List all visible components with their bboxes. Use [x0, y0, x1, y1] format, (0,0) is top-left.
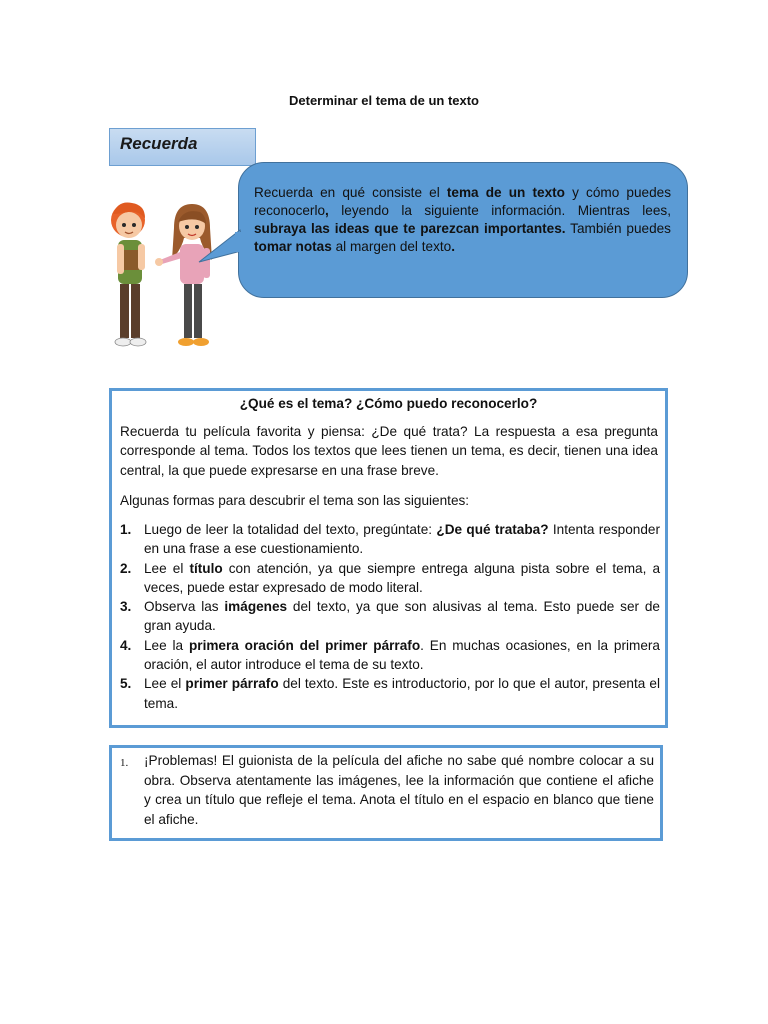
list-item: 5. Lee el primer párrafo del texto. Este es introductorio, por lo que el autor, presenta el tema.	[120, 676, 660, 711]
list-item: 4. Lee la primera oración del primer párrafo. En muchas ocasiones, en la primera oración, el autor introduce el tema de su texto.	[120, 637, 660, 673]
list-item: 2. Lee el título con atención, ya que siempre entrega alguna pista sobre el tema, a veces, puede estar expresado de modo literal.	[120, 560, 660, 595]
activity-number: 1.	[120, 757, 129, 769]
activity-box	[109, 745, 663, 841]
info-paragraph-2: Algunas formas para descubrir el tema son las siguientes:	[120, 493, 470, 508]
speech-bubble-text: Recuerda en qué consiste el tema de un texto y cómo puedes reconocerlo, leyendo la siguiente información. Mientras lees, subraya las ideas que te parezcan importantes. También puedes tomar notas al margen del texto.	[254, 185, 672, 254]
recuerda-label: Recuerda	[120, 134, 198, 153]
list-item: 3. Observa las imágenes del texto, ya que son alusivas al tema. Esto puede ser de gran ayuda.	[120, 599, 660, 634]
info-box-heading: ¿Qué es el tema? ¿Cómo puedo reconocerlo?	[239, 396, 538, 411]
children-illustration-icon	[104, 198, 226, 350]
info-paragraph-1: Recuerda tu película favorita y piensa: ¿De qué trata? La respuesta a esa pregunta corresponde al tema. Todos los textos que lees tienen un tema, es decir, tienen una idea central, la que puede expresarse en una frase breve.	[120, 424, 658, 478]
activity-text: ¡Problemas! El guionista de la película del afiche no sabe qué nombre colocar a su obra. Observa atentamente las imágenes, lee la información que contiene el afiche y crea un título que refleje el tema. Anota el título en el espacio en blanco que tiene el afiche.	[144, 753, 654, 827]
boy-illustration-icon	[111, 202, 146, 346]
speech-bubble-tail-icon	[195, 226, 255, 266]
page-title: Determinar el tema de un texto	[289, 93, 479, 108]
list-item: 1. Luego de leer la totalidad del texto, pregúntate: ¿De qué trataba? Intenta responder en una frase a ese cuestionamiento.	[120, 522, 660, 557]
info-box	[109, 388, 668, 728]
recuerda-label-box	[109, 128, 256, 166]
tips-list	[120, 520, 660, 713]
